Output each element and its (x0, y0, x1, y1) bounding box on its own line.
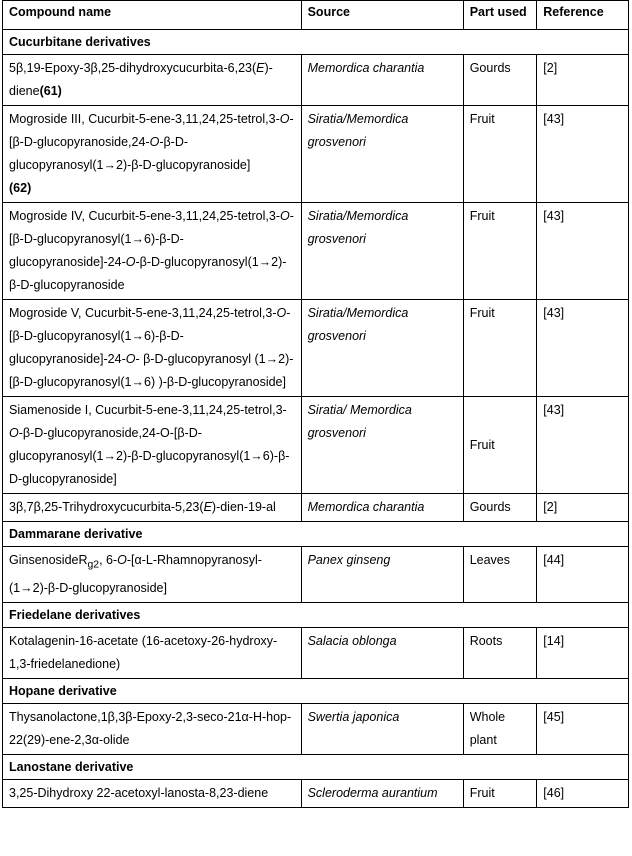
part-cell: Leaves (463, 547, 537, 603)
source-cell: Scleroderma aurantium (301, 779, 463, 807)
category-hopane: Hopane derivative (3, 678, 629, 703)
part-cell: Fruit (463, 106, 537, 203)
table-row (3, 106, 629, 203)
table-row (3, 703, 629, 754)
reference-cell: [46] (537, 779, 629, 807)
table-row (3, 300, 629, 397)
table-row (3, 397, 629, 494)
category-lanostane: Lanostane derivative (3, 754, 629, 779)
compound-name-cell: Thysanolactone,1β,3β-Epoxy-2,3-seco-21α-H-hop-22(29)-ene-2,3α-olide (3, 703, 302, 754)
compounds-table (2, 0, 629, 808)
table-row (3, 203, 629, 300)
compound-name-cell: Kotalagenin-16-acetate (16-acetoxy-26-hydroxy-1,3-friedelanedione) (3, 627, 302, 678)
category-row (3, 678, 629, 703)
source-cell: Swertia japonica (301, 703, 463, 754)
compound-name-cell: GinsenosideR$_{g2}$, 6-O-[α-L-Rhamnopyranosyl-(1→2)-β-D-glucopyranoside] (3, 547, 302, 603)
compound-name-cell: 3,25-Dihydroxy 22-acetoxyl-lanosta-8,23-diene (3, 779, 302, 807)
source-cell: Memordica charantia (301, 55, 463, 106)
category-dammarane: Dammarane derivative (3, 522, 629, 547)
category-cucurbitane: Cucurbitane derivatives (3, 30, 629, 55)
header-compound: Compound name (3, 1, 302, 30)
reference-cell: [45] (537, 703, 629, 754)
category-row (3, 30, 629, 55)
reference-cell: [43] (537, 300, 629, 397)
compound-name-cell: Mogroside V, Cucurbit-5-ene-3,11,24,25-tetrol,3-O-[β-D-glucopyranosyl(1→6)-β-D-glucopyranoside]-24-O- β-D-glucopyranosyl (1→2)-[β-D-glucopyranosyl(1→6) )-β-D-glucopyranoside] (3, 300, 302, 397)
category-row (3, 754, 629, 779)
source-cell: Siratia/Memordica grosvenori (301, 300, 463, 397)
part-cell: Gourds (463, 55, 537, 106)
compound-name-cell: Mogroside IV, Cucurbit-5-ene-3,11,24,25-tetrol,3-O-[β-D-glucopyranosyl(1→6)-β-D-glucopyranoside]-24-O-β-D-glucopyranosyl(1→2)-β-D-glucopyranoside (3, 203, 302, 300)
reference-cell: [43] (537, 203, 629, 300)
source-cell: Siratia/Memordica grosvenori (301, 203, 463, 300)
reference-cell: [43] (537, 106, 629, 203)
part-cell: Whole plant (463, 703, 537, 754)
source-cell: Siratia/Memordica grosvenori (301, 106, 463, 203)
reference-cell: [44] (537, 547, 629, 603)
part-cell: Roots (463, 627, 537, 678)
table-row (3, 55, 629, 106)
part-cell: Fruit (463, 203, 537, 300)
category-row (3, 602, 629, 627)
source-cell: Panex ginseng (301, 547, 463, 603)
part-cell: Fruit (463, 300, 537, 397)
source-cell: Memordica charantia (301, 494, 463, 522)
table-row (3, 627, 629, 678)
header-source: Source (301, 1, 463, 30)
table-row (3, 494, 629, 522)
header-reference: Reference (537, 1, 629, 30)
header-row (3, 1, 629, 30)
compound-name-cell: 3β,7β,25-Trihydroxycucurbita-5,23(E)-dien-19-al (3, 494, 302, 522)
category-row (3, 522, 629, 547)
compound-name-cell: Siamenoside I, Cucurbit-5-ene-3,11,24,25-tetrol,3-O-β-D-glucopyranoside,24-O-[β-D-glucopyranosyl(1→2)-β-D-glucopyranosyl(1→6)-β-D-glucopyranoside] (3, 397, 302, 494)
reference-cell: [2] (537, 494, 629, 522)
compound-name-cell: Mogroside III, Cucurbit-5-ene-3,11,24,25-tetrol,3-O-[β-D-glucopyranoside,24-O-β-D-glucopyranosyl(1→2)-β-D-glucopyranoside] (62) (3, 106, 302, 203)
part-cell: Fruit (463, 397, 537, 494)
reference-cell: [14] (537, 627, 629, 678)
table-row (3, 547, 629, 603)
source-cell: Siratia/ Memordica grosvenori (301, 397, 463, 494)
reference-cell: [2] (537, 55, 629, 106)
part-cell: Gourds (463, 494, 537, 522)
category-friedelane: Friedelane derivatives (3, 602, 629, 627)
table-row (3, 779, 629, 807)
header-part: Part used (463, 1, 537, 30)
compound-name-cell: 5β,19-Epoxy-3β,25-dihydroxycucurbita-6,23(E)-diene(61) (3, 55, 302, 106)
part-cell: Fruit (463, 779, 537, 807)
reference-cell: [43] (537, 397, 629, 494)
source-cell: Salacia oblonga (301, 627, 463, 678)
